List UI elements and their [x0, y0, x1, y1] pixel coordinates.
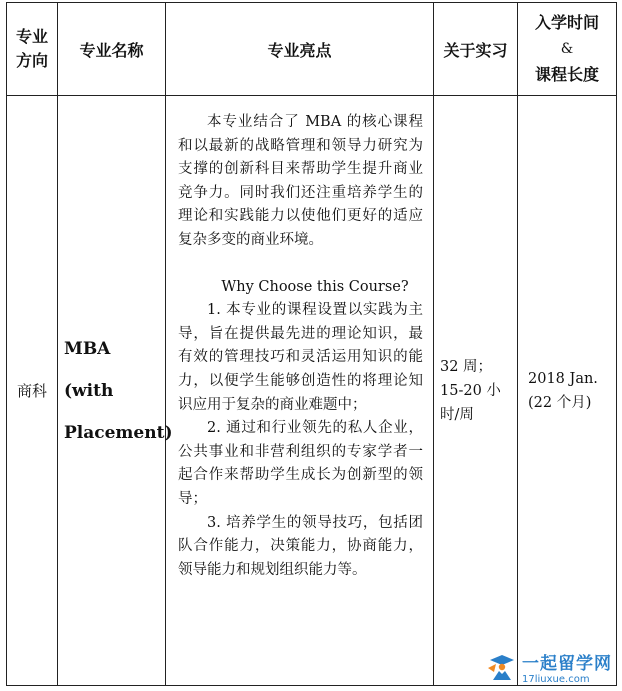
header-highlights: 专业亮点	[166, 3, 434, 96]
header-row	[7, 3, 617, 96]
table-row	[7, 96, 617, 686]
header-internship: 关于实习	[434, 3, 518, 96]
highlight-point-1: 1. 本专业的课程设置以实践为主导，旨在提供最先进的理论知识，最有效的管理技巧和灵活运用知识的能力，以便学生能够创造性的将理论知识应用于复杂的商业难题中；	[178, 302, 423, 413]
graduate-figure-logo-icon	[484, 652, 518, 682]
watermark-brand: 一起留学网	[522, 654, 612, 674]
cell-program-name	[58, 96, 173, 686]
highlight-point-3: 3. 培养学生的领导技巧，包括团队合作能力，决策能力，协商能力，领导能力和规划组织能力等。	[178, 514, 423, 578]
header-intake-amp: &	[560, 41, 574, 57]
watermark-url: 17liuxue.com	[522, 674, 590, 685]
program-name-line1: MBA (with	[64, 338, 114, 401]
cell-intake: 2018 Jan. (22 个月)	[518, 96, 617, 686]
header-intake-line2: 课程长度	[534, 65, 599, 84]
header-intake	[518, 3, 617, 96]
cell-direction: 商科	[7, 96, 58, 686]
header-name: 专业名称	[58, 3, 166, 96]
why-choose-heading: Why Choose this Course?	[221, 278, 409, 295]
cell-internship: 32 周；15-20 小时/周	[434, 96, 518, 686]
highlight-point-2: 2. 通过和行业领先的私人企业，公共事业和非营利组织的专家学者一起合作来帮助学生成长为创新型的领导；	[178, 420, 423, 507]
watermark	[484, 649, 612, 685]
header-intake-line1: 入学时间	[534, 13, 599, 32]
cell-highlights	[166, 96, 434, 686]
header-direction-line2: 方向	[15, 51, 48, 70]
header-direction-line1: 专业	[15, 27, 48, 46]
header-direction	[7, 3, 58, 96]
highlights-intro: 本专业结合了 MBA 的核心课程和以最新的战略管理和领导力研究为支撑的创新科目来帮助学生提升商业竞争力。同时我们还注重培养学生的理论和实践能力以使他们更好的适应复杂多变的商业环境。	[178, 114, 423, 248]
program-name-line2: Placement)	[64, 422, 173, 443]
course-table	[6, 2, 617, 686]
